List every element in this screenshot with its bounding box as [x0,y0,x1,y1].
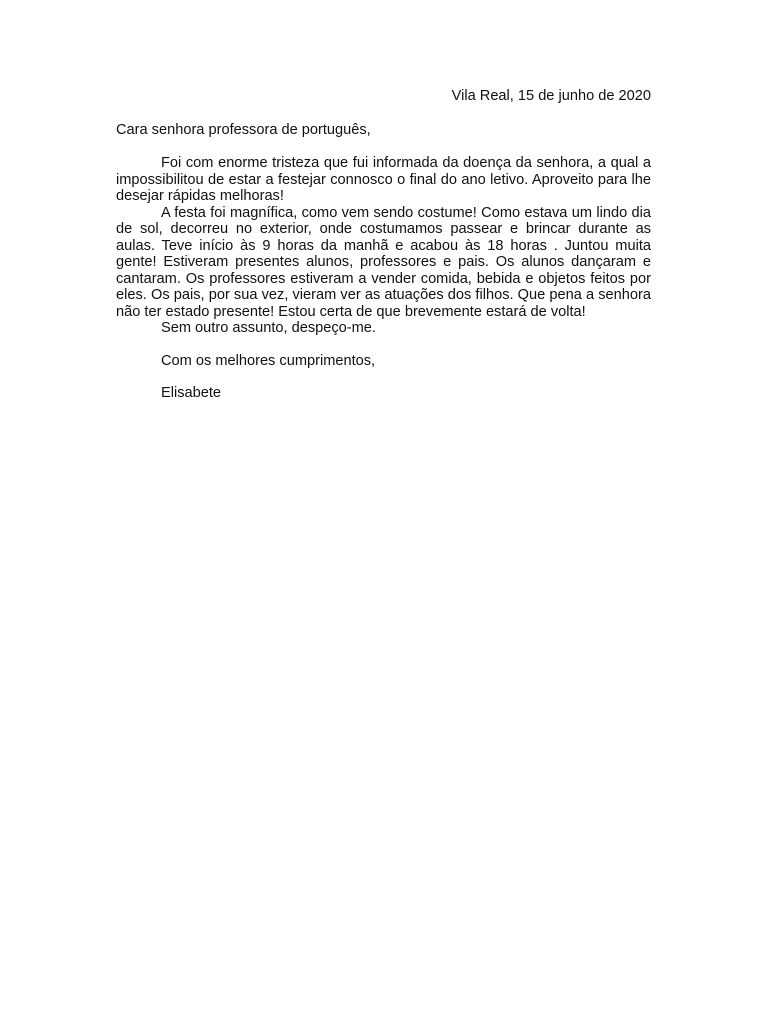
body-paragraph: Foi com enorme tristeza que fui informada da doença da senhora, a qual a impossibilitou de estar a festejar connosco o final do ano letivo. Aproveito para lhe desejar rápidas melhoras! [116,155,651,204]
body-paragraph: Sem outro assunto, despeço-me. [161,320,376,336]
letter [116,88,651,402]
letter-body [116,155,651,337]
body-paragraph: A festa foi magnífica, como vem sendo costume! Como estava um lindo dia de sol, decorreu no exterior, onde costumamos passear e brincar durante as aulas. Teve início às 9 horas da manhã e acabou às 18 horas . Juntou muita gente! Estiveram presentes alunos, professores e pais. Os alunos dançaram e cantaram. Os professores estiveram a vender comida, bebida e objetos feitos por eles. Os pais, por sua vez, vieram ver as atuações dos filhos. Que pena a senhora não ter estado presente! Estou certa de que brevemente estará de volta! [116,204,651,320]
signature: Elisabete [161,385,222,401]
place-and-date: Vila Real, 15 de junho de 2020 [451,88,651,104]
closing: Com os melhores cumprimentos, [161,352,376,369]
salutation: Cara senhora professora de português, [116,121,371,138]
